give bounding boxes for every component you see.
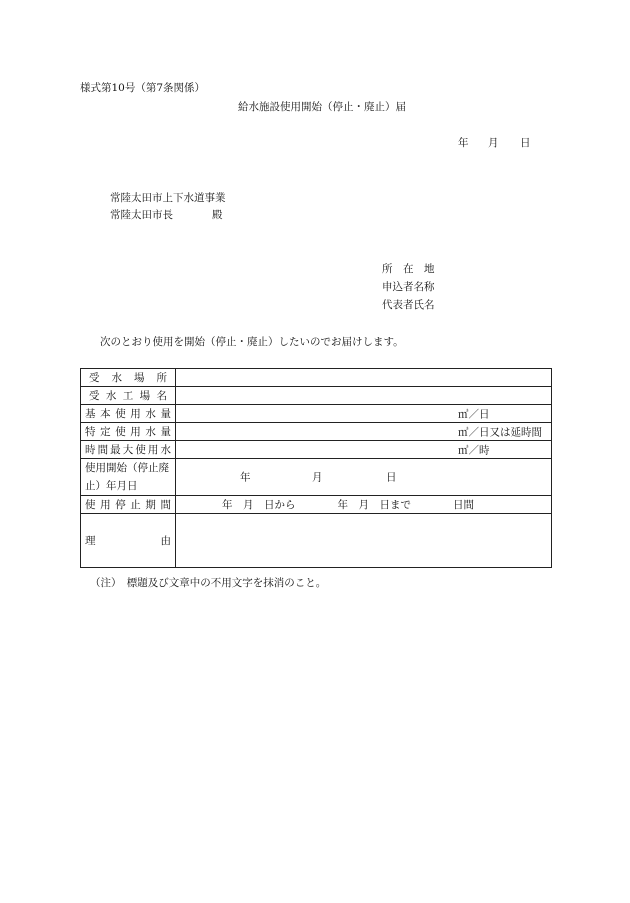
label-char: 量 <box>160 408 171 420</box>
start-date-label <box>81 459 176 496</box>
table-row <box>81 514 552 568</box>
label-char: 水 <box>145 426 156 438</box>
suspension-period-label <box>81 496 176 514</box>
receiving-location-label <box>81 369 176 387</box>
label-char: 受 <box>89 372 100 384</box>
date-day: 日 <box>520 137 531 149</box>
label-char: 受 <box>89 390 100 402</box>
label-char: 用 <box>147 444 159 456</box>
label-char: 止 <box>130 499 141 511</box>
label-char: 名 <box>156 390 167 402</box>
addressee-title: 常陸太田市長 <box>110 209 173 221</box>
label-char: 水 <box>105 390 117 402</box>
hourly-max-usage-label <box>81 441 176 459</box>
start-date-label-text: 使用開始（停止廃止）年月日 <box>85 462 169 492</box>
start-date-field[interactable] <box>176 459 552 496</box>
label-char: 所 <box>156 372 167 384</box>
footnote: （注） 標題及び文章中の不用文字を抹消のこと。 <box>90 577 327 589</box>
label-char: 工 <box>122 390 134 402</box>
label-char: 基 <box>85 408 96 420</box>
table-row <box>81 369 552 387</box>
hourly-max-usage-unit: ㎥／時 <box>458 444 490 456</box>
label-char: 使 <box>115 426 126 438</box>
suspension-period-text: 年 月 日から 年 月 日まで 日間 <box>222 499 474 511</box>
label-char: 定 <box>100 426 111 438</box>
receiving-location-field[interactable] <box>176 369 552 387</box>
label-char: 場 <box>134 372 145 384</box>
label-char: 水 <box>111 372 122 384</box>
label-char: 量 <box>160 426 171 438</box>
table-row <box>81 405 552 423</box>
label-char: 本 <box>100 408 111 420</box>
date-month: 月 <box>488 137 499 149</box>
start-date-month: 月 <box>312 471 323 484</box>
label-char: 間 <box>160 499 171 511</box>
receiving-facility-field[interactable] <box>176 387 552 405</box>
receiving-facility-label <box>81 387 176 405</box>
reason-label <box>81 514 176 568</box>
label-char: 大 <box>122 444 134 456</box>
label-char: 最 <box>110 444 121 456</box>
form-number: 様式第10号（第7条関係） <box>80 82 206 94</box>
table-row <box>81 459 552 496</box>
label-char: 時 <box>85 444 96 456</box>
table-row <box>81 441 552 459</box>
label-char: 使 <box>135 444 146 456</box>
basic-usage-label <box>81 405 176 423</box>
label-char: 水 <box>160 444 171 456</box>
label-char: 水 <box>145 408 156 420</box>
applicant-rep-label: 代表者氏名 <box>382 299 435 311</box>
label-char: 特 <box>85 426 96 438</box>
table-row <box>81 496 552 514</box>
label-char: 間 <box>97 444 109 456</box>
form-title: 給水施設使用開始（停止・廃止）届 <box>238 101 406 113</box>
specific-usage-label <box>81 423 176 441</box>
label-char: 使 <box>115 408 126 420</box>
label-char: 場 <box>139 390 151 402</box>
addressee-org: 常陸太田市上下水道事業 <box>110 192 226 204</box>
table-row <box>81 423 552 441</box>
intro-text: 次のとおり使用を開始（停止・廃止）したいのでお届けします。 <box>100 336 404 348</box>
start-date-year: 年 <box>240 471 251 484</box>
applicant-name-label: 申込者名称 <box>382 281 435 293</box>
reason-field[interactable] <box>176 514 552 568</box>
suspension-period-field[interactable] <box>176 496 552 514</box>
label-char: 用 <box>130 408 141 420</box>
label-char: 理 <box>85 535 96 547</box>
hourly-max-usage-field[interactable] <box>176 441 552 459</box>
label-char: 用 <box>130 426 141 438</box>
label-char: 使 <box>85 499 96 511</box>
basic-usage-unit: ㎥／日 <box>458 408 490 420</box>
table-row <box>81 387 552 405</box>
label-char: 期 <box>145 499 156 511</box>
specific-usage-unit: ㎥／日又は延時間 <box>458 426 542 438</box>
label-char: 停 <box>115 499 126 511</box>
label-char: 由 <box>160 535 171 547</box>
basic-usage-field[interactable] <box>176 405 552 423</box>
date-year: 年 <box>458 137 469 149</box>
label-char: 用 <box>100 499 111 511</box>
applicant-address-label: 所 在 地 <box>382 263 435 275</box>
addressee-honorific: 殿 <box>212 209 223 221</box>
start-date-day: 日 <box>386 471 397 484</box>
specific-usage-field[interactable] <box>176 423 552 441</box>
application-table <box>80 368 552 568</box>
